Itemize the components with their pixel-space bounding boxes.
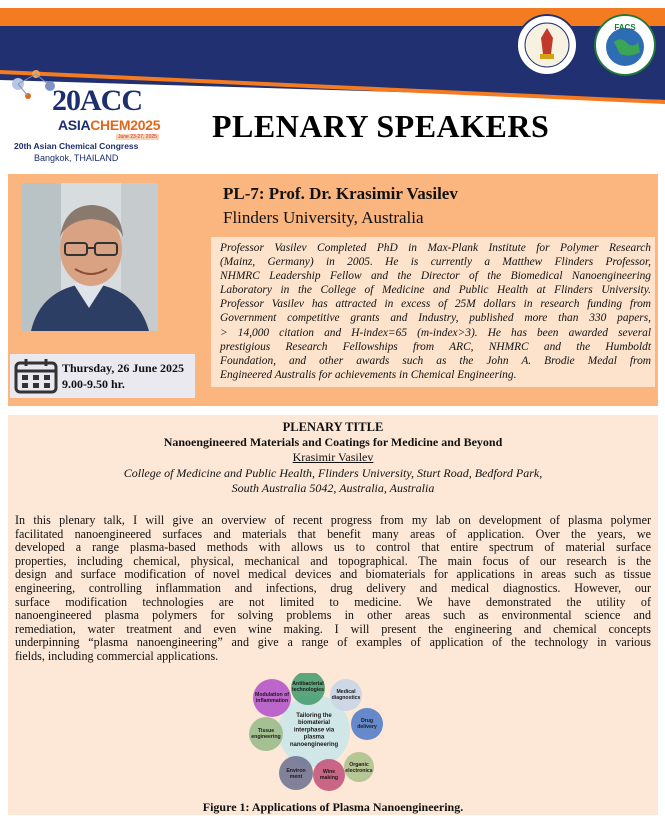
diagram-label-line: plasma [303,734,325,741]
logo-chem: CHEM2025 [90,117,161,133]
chemical-society-seal-icon [516,14,578,76]
text-line: Professor Vasilev Completed PhD in Max-Plank Institute for Polymer Research [220,242,651,254]
text-line: Engineered Australis for achievements in Chemical Engineering. [220,368,517,381]
text-line: In this plenary talk, I will give an overview of recent progress from my lab on development of plasma polymer [15,513,651,527]
abstract-panel [8,415,658,815]
congress-logo [6,66,176,168]
diagram-label-line: delivery [357,724,377,730]
text-line: underpinning “plasma nanoengineering” and give a range of examples of application of the technology in various [15,635,651,650]
applications-diagram [246,673,386,795]
diagram-antibacterial-label [292,681,324,693]
diagram-modulation-label [255,692,289,704]
text-line: NHMRC Leadership Fellow and the Director of the Biomedical Nanoengineering [220,270,651,283]
abstract-body [15,514,651,664]
diagram-label-line: Drug [360,718,374,724]
diagram-label-line: electronics [345,768,373,774]
figure-caption: Figure 1: Applications of Plasma Nanoengineering. [202,800,464,814]
logo-dates: June 23-27, 2025 [118,134,157,140]
speaker-name: Prof. Dr. Krasimir Vasilev [268,184,458,203]
speaker-bio [211,237,655,387]
diagram-label-line: Modulation of [255,692,289,698]
text-line: facilitated nanoengineered surfaces and materials that benefit many areas of application. Over the years, we [15,526,651,541]
text-line: properties, including chemical, physical, mechanical and topographical. The main focus of our research is the [15,553,651,568]
session-time: 9.00-9.50 hr. [62,377,125,391]
text-line: nanoengineered plasma polymers for solving problems in other areas such as environmental science and [15,608,651,623]
talk-title: Nanoengineered Materials and Coatings for Medicine and Beyond [163,435,503,449]
text-line: surface modification technologies are not limited to medicine. We have demonstrated the utility of [15,594,651,609]
text-line: fields, including commercial applications. [15,648,219,663]
page-title: PLENARY SPEAKERS [212,108,550,144]
speaker-photo [21,183,158,331]
institution-line-1: College of Medicine and Public Health, Flinders University, Sturt Road, Bedford Park, [123,466,543,480]
schedule-box [10,354,195,398]
text-line: > 14,000 citation and H-index=65 (m-index>3). He has been awarded several [220,326,651,339]
speaker-portrait [21,183,158,331]
diagram-label-line: ment [289,774,303,780]
diagram-label-line: biomaterial [297,720,331,727]
speaker-affiliation: Flinders University, Australia [223,208,424,227]
diagram-label-line: diagnostics [331,695,361,701]
text-line: prestigious Research Fellowships from ARC, NHMRC and the Humboldt [220,340,651,353]
institution-line-2: South Australia 5042, Australia, Australia [231,481,435,495]
diagram-label-line: interphase via [293,727,335,734]
diagram-label-line: Antibacterial [292,681,324,687]
speaker-code: PL-7: [223,184,265,203]
diagram-label-line: making [319,775,339,781]
diagram-label-line: Organic [349,762,369,768]
text-line: design and surface modification of novel medical devices and biomaterials for applications in areas such as tissue [15,567,651,582]
logo-asiachem [58,117,160,133]
diagram-label-line: technologies [292,687,324,693]
text-line: remediation, water treatment and even wine making. I will present the engineering and chemical concepts [15,621,651,636]
text-line: developed a range plasma-based methods with allows us to control that entire spectrum of material surface [15,540,651,555]
header [0,0,665,172]
speaker-name-line [223,184,458,204]
diagram-label-line: Medical [336,689,356,695]
talk-author: Krasimir Vasilev [292,450,374,464]
logo-asia: ASIA [58,117,91,133]
session-date: Thursday, 26 June 2025 [62,361,185,375]
text-line: Foundation, and other awards such as the John A. Brodie Medal from [220,354,651,367]
text-line: engineering, controlling inflammation and infections, drug delivery and medical diagnostics. However, our [15,580,651,595]
diagram-label-line: engineering [251,734,281,740]
logo-city: Bangkok, THAILAND [34,153,119,163]
diagram-label-line: nanoengineering [289,741,339,748]
diagram-label-line: inflammation [255,698,289,704]
speaker-panel [8,174,658,406]
diagram-label-line: Wine [322,769,336,775]
facs-label: FACS [614,23,636,32]
facs-seal-icon [594,14,656,76]
diagram-organic-label [345,762,373,774]
text-line: (Mainz, Germany) in 2005. He is currently a Matthew Flinders Professor, [220,256,651,269]
text-line: Laboratory in the College of Medicine and Public Health at Flinders University. [220,284,651,297]
diagram-label-line: Environ [286,768,306,774]
plenary-title-label: PLENARY TITLE [282,420,384,434]
logo-congress-name: 20th Asian Chemical Congress [14,141,139,151]
calendar-icon [14,358,58,394]
diagram-label-line: Tailoring the [296,713,332,719]
diagram-label-line: Tissue [257,728,275,734]
text-line: Professor Vasilev has attracted in excess of 25M dollars in research funding from [220,298,651,311]
logo-number: 20ACC [52,84,142,117]
text-line: Government competitive grants and Industry, published more than 330 papers, [220,312,651,325]
diagram-center-label [290,713,339,748]
